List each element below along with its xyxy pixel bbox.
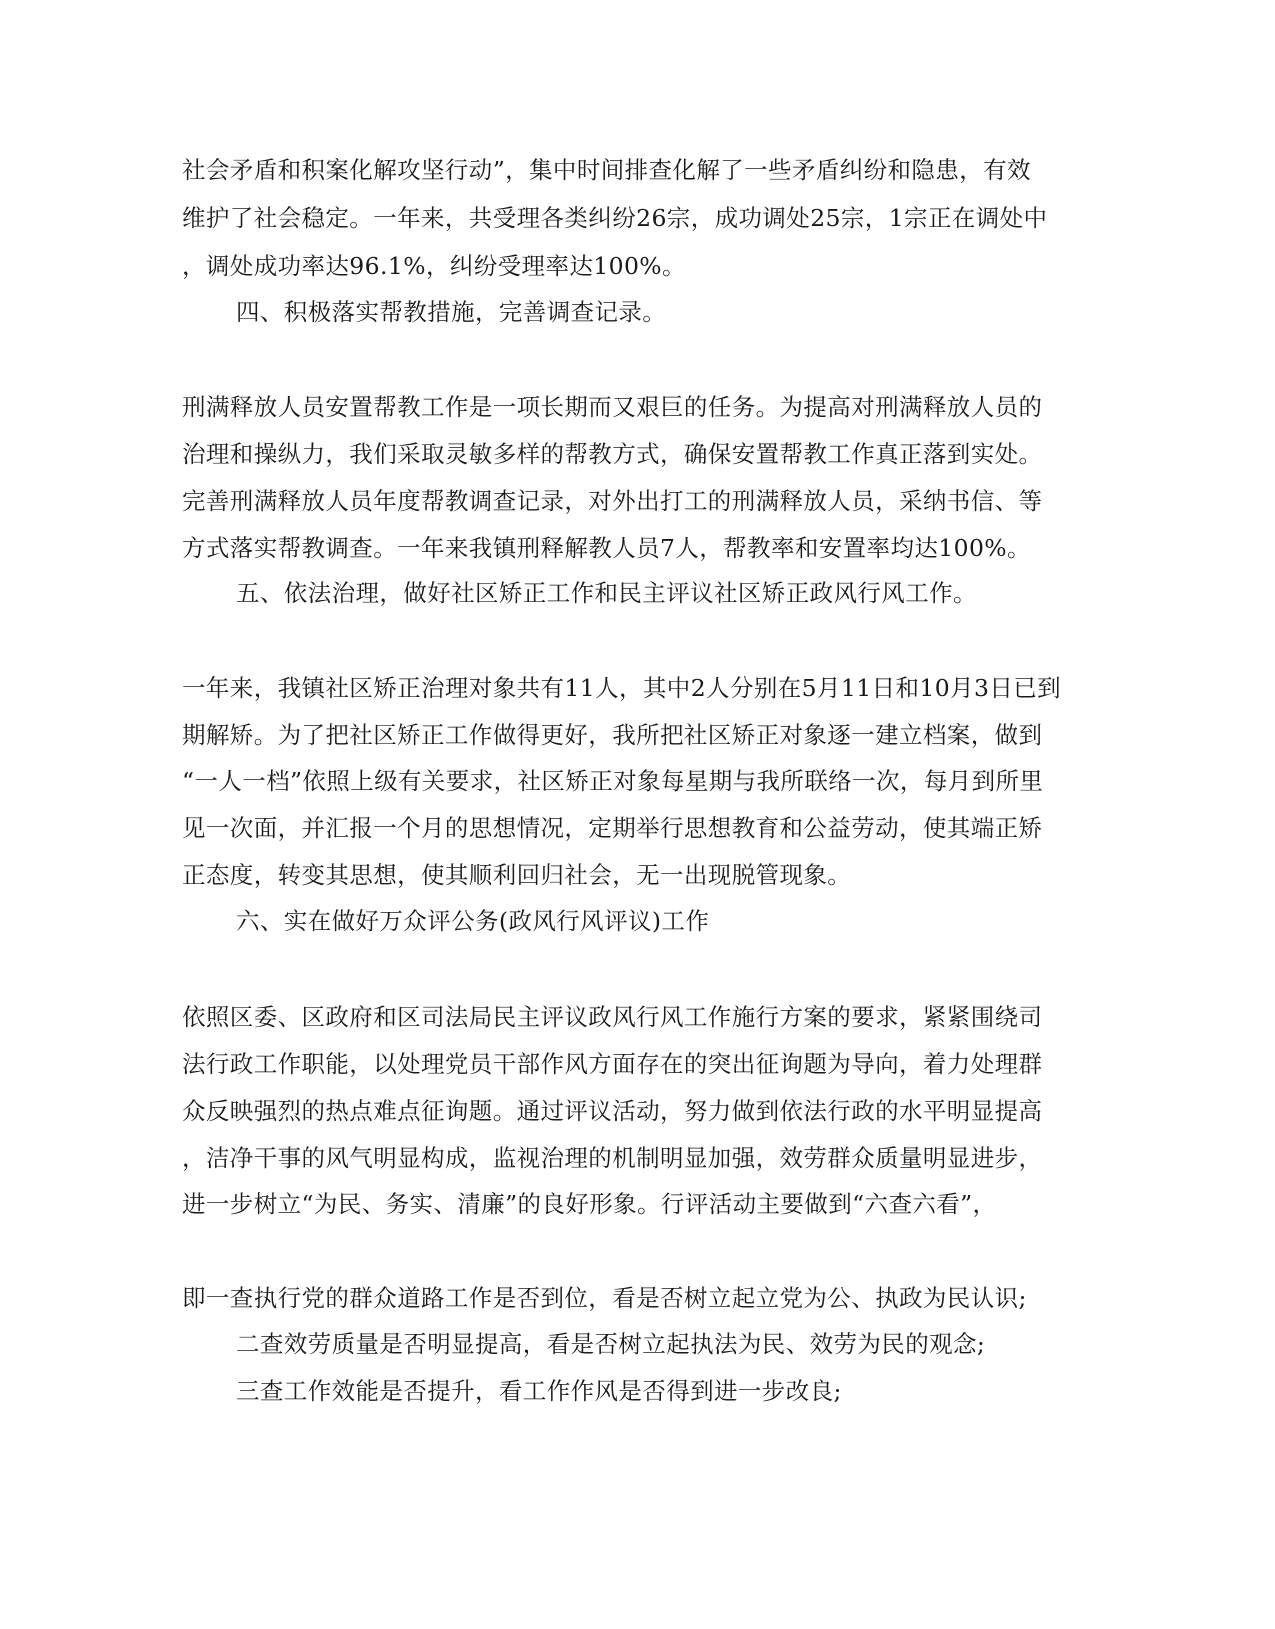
body-text-line: 正态度，转变其思想，使其顺利回归社会，无一出现脱管现象。: [182, 861, 852, 889]
body-text-line: 众反映强烈的热点难点征询题。通过评议活动，努力做到依法行政的水平明显提高: [182, 1097, 1043, 1125]
body-text-line: “一人一档”依照上级有关要求，社区矫正对象每星期与我所联络一次，每月到所里: [182, 767, 1044, 795]
body-text-line: 进一步树立“为民、务实、清廉”的良好形象。行评活动主要做到“六查六看”，: [182, 1190, 997, 1218]
body-text-line: 法行政工作职能，以处理党员干部作风方面存在的突出征询题为导向，着力处理群: [182, 1050, 1043, 1078]
body-text-line: 维护了社会稳定。一年来，共受理各类纠纷26宗，成功调处25宗，1宗正在调处中: [182, 204, 1048, 232]
body-text-line: 即一查执行党的群众道路工作是否到位，看是否树立起立党为公、执政为民认识;: [182, 1284, 1027, 1312]
section-heading-5: 五、依法治理，做好社区矫正工作和民主评议社区矫正政风行风工作。: [236, 579, 977, 607]
body-text-line: ，洁净干事的风气明显构成，监视治理的机制明显加强，效劳群众质量明显进步，: [182, 1144, 1043, 1172]
body-text-line: 社会矛盾和积案化解攻坚行动”，集中时间排查化解了一些矛盾纠纷和隐患，有效: [182, 156, 1031, 184]
list-item: 三查工作效能是否提升，看工作作风是否得到进一步改良;: [236, 1377, 842, 1405]
body-text-line: 依照区委、区政府和区司法局民主评议政风行风工作施行方案的要求，紧紧围绕司: [182, 1003, 1043, 1031]
body-text-line: 完善刑满释放人员年度帮教调查记录，对外出打工的刑满释放人员，采纳书信、等: [182, 487, 1043, 515]
body-text-line: 见一次面，并汇报一个月的思想情况，定期举行思想教育和公益劳动，使其端正矫: [182, 814, 1043, 842]
section-heading-4: 四、积极落实帮教措施，完善调查记录。: [236, 298, 667, 326]
list-item: 二查效劳质量是否明显提高，看是否树立起执法为民、效劳为民的观念;: [236, 1330, 986, 1358]
section-heading-6: 六、实在做好万众评公务(政风行风评议)工作: [236, 907, 710, 935]
body-text-line: 治理和操纵力，我们采取灵敏多样的帮教方式，确保安置帮教工作真正落到实处。: [182, 440, 1043, 468]
body-text-line: 期解矫。为了把社区矫正工作做得更好，我所把社区矫正对象逐一建立档案，做到: [182, 721, 1043, 749]
body-text-line: ，调处成功率达96.1%，纠纷受理率达100%。: [182, 252, 686, 280]
body-text-line: 一年来，我镇社区矫正治理对象共有11人，其中2人分别在5月11日和10月3日已到: [182, 674, 1062, 702]
body-text-line: 刑满释放人员安置帮教工作是一项长期而又艰巨的任务。为提高对刑满释放人员的: [182, 393, 1043, 421]
body-text-line: 方式落实帮教调查。一年来我镇刑释解教人员7人，帮教率和安置率均达100%。: [182, 534, 1031, 562]
